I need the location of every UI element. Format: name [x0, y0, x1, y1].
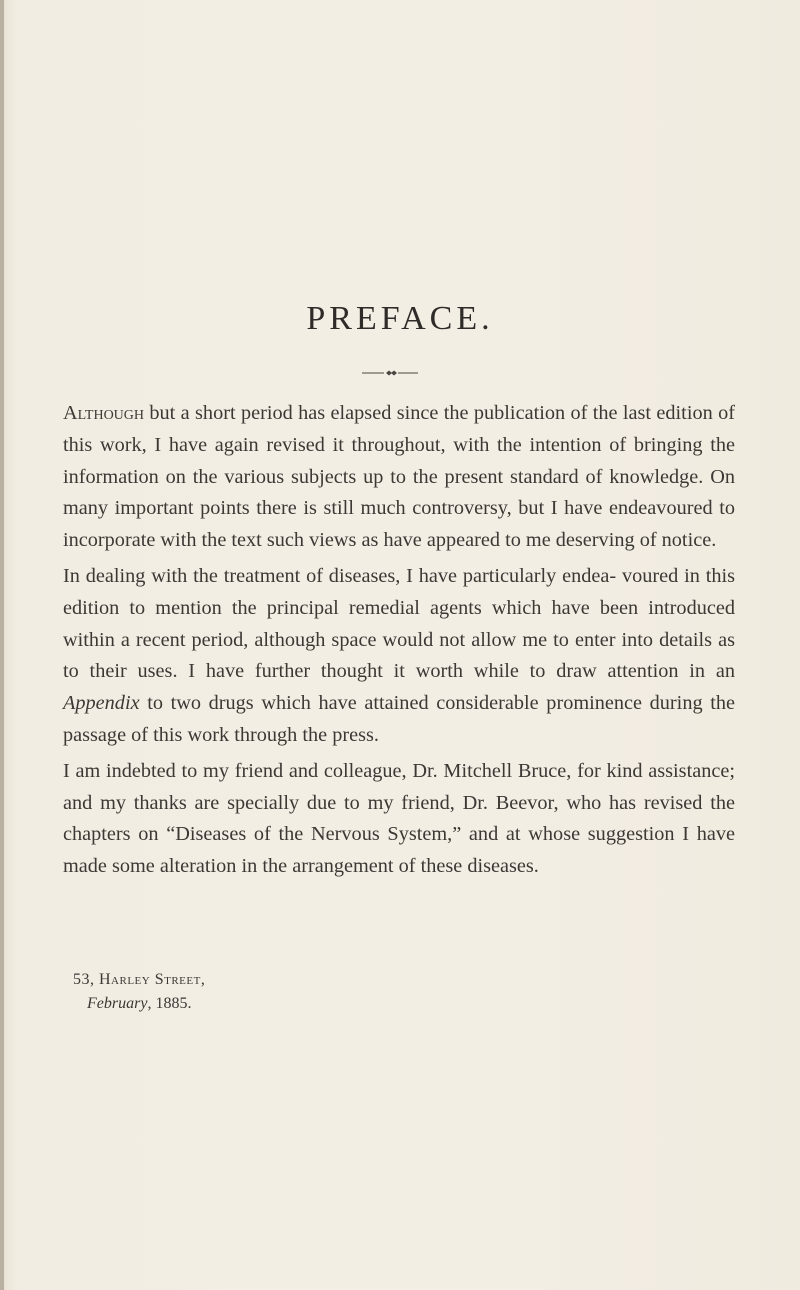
- signature-year: , 1885.: [147, 995, 192, 1012]
- page-gutter: [0, 0, 4, 1290]
- preface-body: [63, 398, 735, 887]
- paragraph-3: [63, 756, 735, 883]
- appendix-emphasis: Appendix: [63, 692, 140, 715]
- paragraph-text: I am indebted to my friend and colleague, Dr. Mitchell Bruce, for kind assistance; and my thanks are specially due to my friend, Dr. Beevor, who has revised the chapters on “Diseases of the Nervous System,” and at whose suggestion I have made some alteration in the arrangement of these diseases.: [63, 759, 735, 878]
- paragraph-text: to two drugs which have attained considerable prominence during the passage of this work through the press.: [63, 692, 735, 746]
- lead-word: Although: [63, 402, 145, 424]
- paragraph-1: [63, 398, 735, 557]
- title-ornament: [360, 369, 420, 377]
- paragraph-text: In dealing with the treatment of diseases, I have particularly endea- voured in this edition to mention the principal remedial agents which have been introduced within a recent period, although space would not allow me to enter into details as to their uses. I have further thought it worth while to draw attention in an: [63, 564, 735, 683]
- signature-date: [73, 992, 205, 1016]
- page-title: PREFACE.: [306, 300, 494, 337]
- paragraph-2: [63, 561, 735, 752]
- signature-address: 53, Harley Street,: [73, 971, 206, 988]
- signature-month: February: [87, 995, 148, 1012]
- paragraph-text: but a short period has elapsed since the publication of the last edition of this work, I have again revised it throughout, with the intention of bringing the information on the various subjects up to the present standard of knowledge. On many important points there is still much controversy, but I have endeavoured to incorporate with the text such views as have appeared to me deserving of notice.: [63, 402, 735, 552]
- signature-block: [73, 968, 205, 1016]
